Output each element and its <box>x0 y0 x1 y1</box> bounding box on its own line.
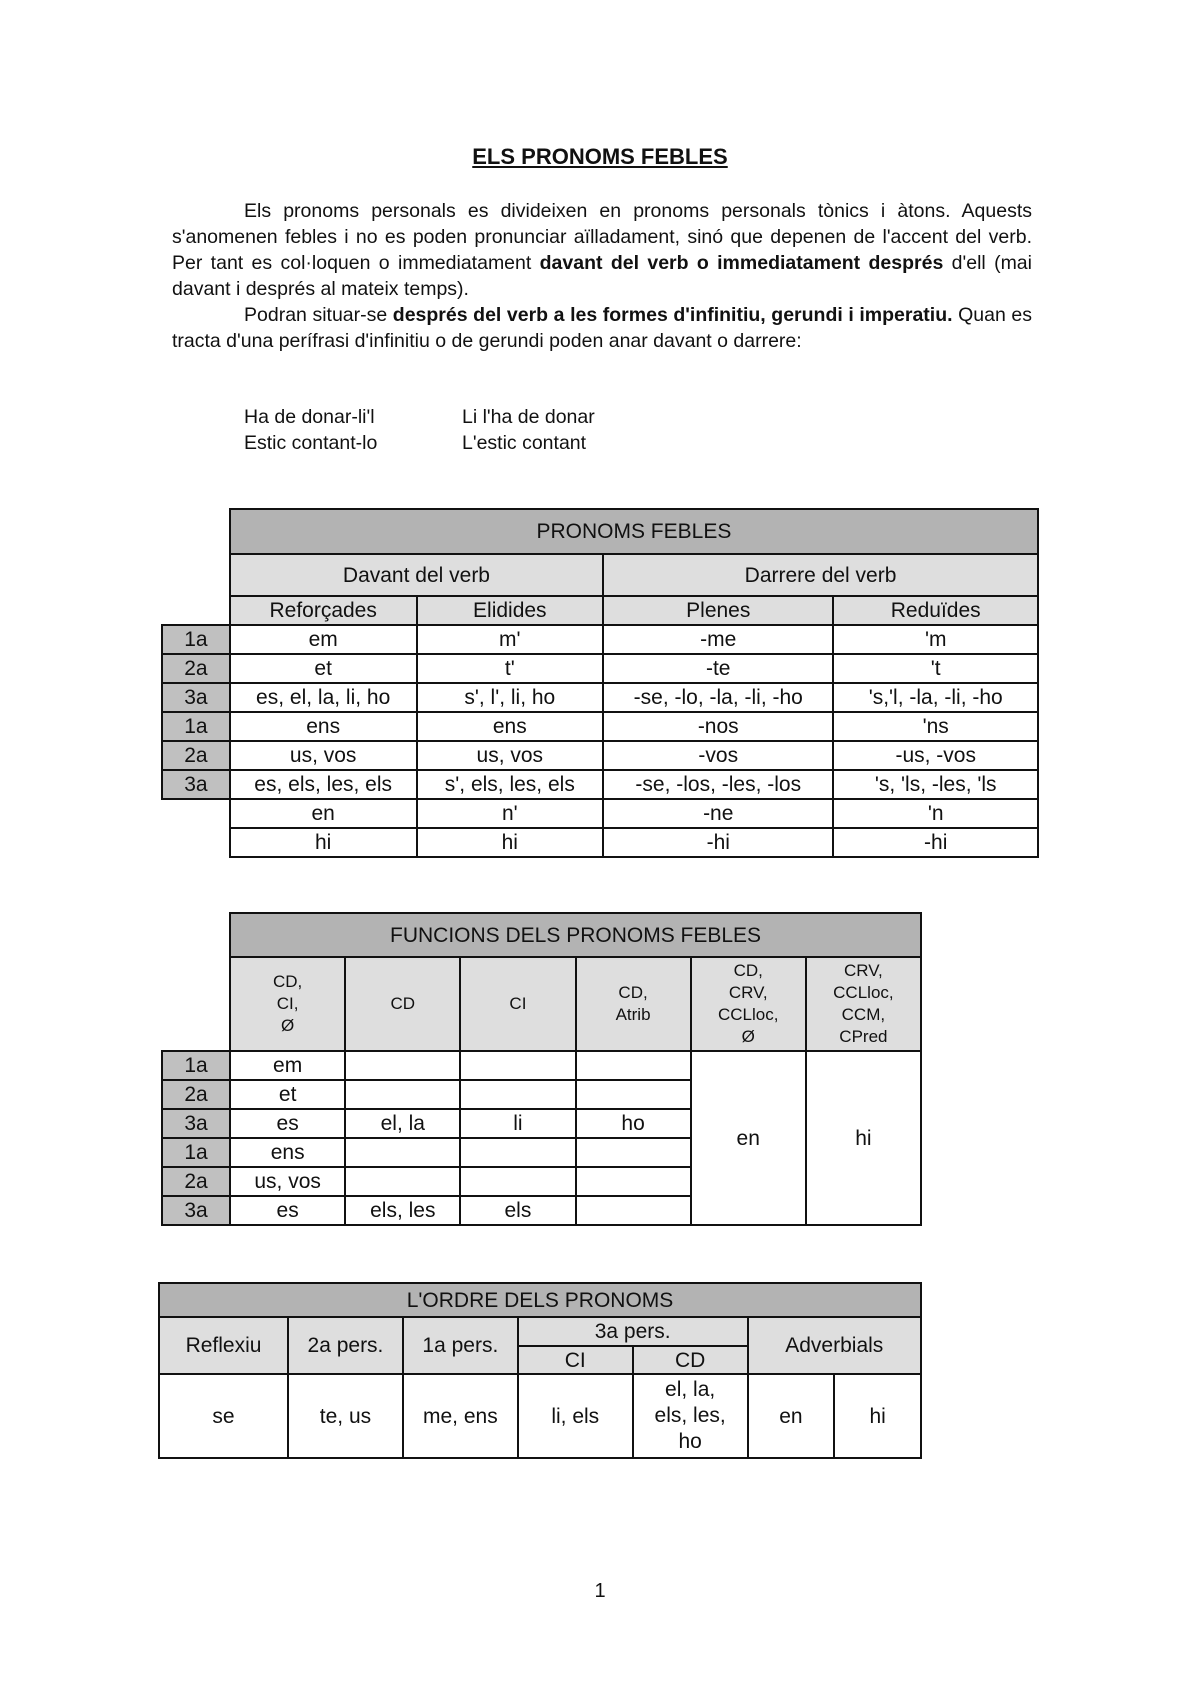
funcions-table <box>161 912 922 1226</box>
table-cell: s', l', li, ho <box>417 683 604 712</box>
row-label: 3a <box>162 770 230 799</box>
table-cell: hi <box>230 828 417 857</box>
table-cell: -ne <box>603 799 833 828</box>
col-header: Reforçades <box>230 596 417 625</box>
col-header: Reduïdes <box>833 596 1038 625</box>
position-text-1: Podran situar-se <box>244 304 393 326</box>
table-cell: li <box>460 1109 575 1138</box>
table-cell: -nos <box>603 712 833 741</box>
table-cell: es <box>230 1196 345 1225</box>
table-cell <box>460 1051 575 1080</box>
corner-cell <box>162 509 230 554</box>
table-cell <box>345 1051 460 1080</box>
row-label: 3a <box>162 683 230 712</box>
table-cell: hi <box>834 1374 921 1458</box>
page-title: ELS PRONOMS FEBLES <box>472 144 728 169</box>
table-cell: hi <box>417 828 604 857</box>
table-cell: te, us <box>288 1374 403 1458</box>
table-cell <box>345 1138 460 1167</box>
table-cell: el, la, els, les, ho <box>633 1374 748 1458</box>
table-cell: 't <box>833 654 1038 683</box>
intro-text-2: d'ell (mai davant i després al mateix temps). <box>172 252 1032 300</box>
table-cell: en <box>748 1374 835 1458</box>
table-cell <box>576 1138 691 1167</box>
example-right-2: L'estic contant <box>462 432 587 454</box>
row-label: 2a <box>162 654 230 683</box>
table-row <box>162 1051 921 1080</box>
table-cell: 'n <box>833 799 1038 828</box>
function-header: CD, CI, Ø <box>230 957 345 1051</box>
table2-title: FUNCIONS DELS PRONOMS FEBLES <box>230 913 921 957</box>
table-cell: -us, -vos <box>833 741 1038 770</box>
table-cell: 'm <box>833 625 1038 654</box>
table-row <box>162 625 1038 654</box>
row-label: 3a <box>162 1109 230 1138</box>
table-cell: es, el, la, li, ho <box>230 683 417 712</box>
table1-title: PRONOMS FEBLES <box>230 509 1038 554</box>
table-cell: me, ens <box>403 1374 518 1458</box>
table-cell <box>460 1167 575 1196</box>
table-cell: ho <box>576 1109 691 1138</box>
table-cell <box>576 1051 691 1080</box>
header-reflexiu: Reflexiu <box>159 1317 288 1374</box>
table-row <box>159 1374 921 1458</box>
table-cell: -te <box>603 654 833 683</box>
table-row <box>162 770 1038 799</box>
table-row <box>162 741 1038 770</box>
intro-paragraph <box>172 198 1032 302</box>
row-label: 1a <box>162 1138 230 1167</box>
table-cell <box>576 1196 691 1225</box>
table-cell: et <box>230 1080 345 1109</box>
table-cell: t' <box>417 654 604 683</box>
table-cell: se <box>159 1374 288 1458</box>
table-row <box>162 683 1038 712</box>
table-cell <box>460 1138 575 1167</box>
table-cell: els, les <box>345 1196 460 1225</box>
table-cell: es <box>230 1109 345 1138</box>
row-label: 2a <box>162 1167 230 1196</box>
table-cell: m' <box>417 625 604 654</box>
col-header: Elidides <box>417 596 604 625</box>
col-header: Plenes <box>603 596 833 625</box>
table-cell: ens <box>417 712 604 741</box>
example-right-1: Li l'ha de donar <box>462 406 595 428</box>
intro-bold: davant del verb o immediatament després <box>539 252 944 274</box>
row-label: 1a <box>162 625 230 654</box>
table-cell: em <box>230 625 417 654</box>
header-ci: CI <box>518 1346 633 1374</box>
table-cell <box>345 1167 460 1196</box>
table-cell: 's,'l, -la, -li, -ho <box>833 683 1038 712</box>
table-cell: n' <box>417 799 604 828</box>
table-cell <box>576 1167 691 1196</box>
header-cd: CD <box>633 1346 748 1374</box>
header-2a-pers: 2a pers. <box>288 1317 403 1374</box>
function-header: CD <box>345 957 460 1051</box>
table-cell: ens <box>230 1138 345 1167</box>
group-before-verb: Davant del verb <box>230 554 603 596</box>
table-cell: es, els, les, els <box>230 770 417 799</box>
table-cell: -se, -los, -les, -los <box>603 770 833 799</box>
table-row <box>162 712 1038 741</box>
header-3a-pers: 3a pers. <box>518 1317 748 1346</box>
table-cell: li, els <box>518 1374 633 1458</box>
pronoms-febles-table <box>161 508 1039 858</box>
table-cell: els <box>460 1196 575 1225</box>
position-text-2: Quan es tracta d'una perífrasi d'infinitiu o de gerundi poden anar davant o darrere: <box>172 304 1032 352</box>
table-cell: ens <box>230 712 417 741</box>
group-after-verb: Darrere del verb <box>603 554 1038 596</box>
row-label: 1a <box>162 1051 230 1080</box>
example-left-2: Estic contant-lo <box>244 432 378 454</box>
table-cell: -me <box>603 625 833 654</box>
table-cell: 'ns <box>833 712 1038 741</box>
function-header: CI <box>460 957 575 1051</box>
row-label: 3a <box>162 1196 230 1225</box>
table-cell: us, vos <box>417 741 604 770</box>
row-label: 2a <box>162 741 230 770</box>
ordre-table <box>158 1282 922 1459</box>
table-row <box>162 828 1038 857</box>
position-paragraph <box>172 302 1032 354</box>
table3-title: L'ORDRE DELS PRONOMS <box>159 1283 921 1317</box>
function-header: CRV, CCLloc, CCM, CPred <box>806 957 921 1051</box>
example-left-1: Ha de donar-li'l <box>244 406 375 428</box>
function-header: CD, CRV, CCLloc, Ø <box>691 957 806 1051</box>
merged-en-cell: en <box>691 1051 806 1225</box>
table-cell: us, vos <box>230 1167 345 1196</box>
table-cell <box>460 1080 575 1109</box>
table-cell <box>345 1080 460 1109</box>
intro-text-1: Els pronoms personals es divideixen en pronoms personals tònics i àtons. Aquests s'anomenen febles i no es poden pronunciar aïlladament, sinó que depenen de l'accent del verb. Per tant es col·loquen o immediatament <box>172 200 1032 274</box>
table-cell: -hi <box>833 828 1038 857</box>
table-cell: -hi <box>603 828 833 857</box>
table-cell: et <box>230 654 417 683</box>
table-cell: -vos <box>603 741 833 770</box>
table-cell: 's, 'ls, -les, 'ls <box>833 770 1038 799</box>
position-bold: després del verb a les formes d'infinitiu, gerundi i imperatiu. <box>392 304 953 326</box>
function-header: CD, Atrib <box>576 957 691 1051</box>
table-cell <box>576 1080 691 1109</box>
table-row <box>162 799 1038 828</box>
row-label: 1a <box>162 712 230 741</box>
table-cell: s', els, les, els <box>417 770 604 799</box>
table-row <box>162 654 1038 683</box>
table-cell: em <box>230 1051 345 1080</box>
merged-hi-cell: hi <box>806 1051 921 1225</box>
table-cell: el, la <box>345 1109 460 1138</box>
header-adverbials: Adverbials <box>748 1317 921 1374</box>
header-1a-pers: 1a pers. <box>403 1317 518 1374</box>
table-cell: en <box>230 799 417 828</box>
table-cell: us, vos <box>230 741 417 770</box>
page-number: 1 <box>594 1580 606 1602</box>
row-label: 2a <box>162 1080 230 1109</box>
table-cell: -se, -lo, -la, -li, -ho <box>603 683 833 712</box>
